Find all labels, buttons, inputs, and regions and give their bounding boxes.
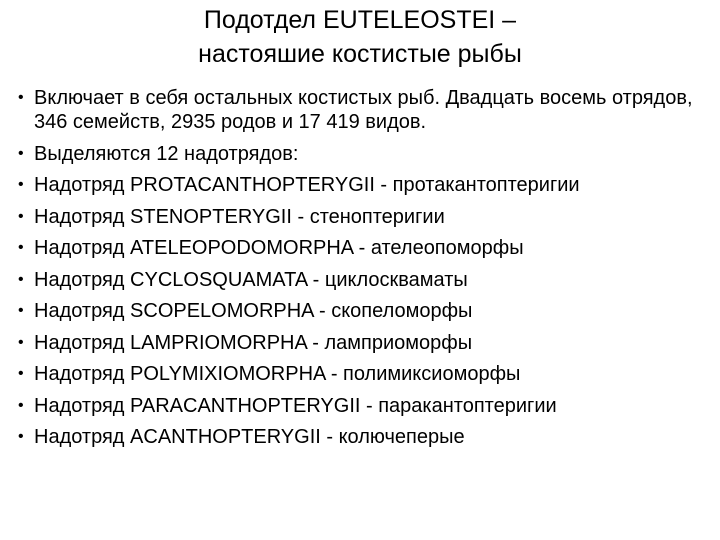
bullet-dot-icon: • — [18, 89, 24, 106]
bullet-text: Надотряд CYCLOSQUAMATA - циклоскваматы — [34, 268, 468, 291]
bullet-text: Надотряд PROTACANTHOPTERYGII - протакантоптеригии — [34, 174, 580, 196]
bullet-text: Выделяются 12 надотрядов: — [34, 142, 299, 165]
bullet-dot-icon: • — [18, 270, 24, 288]
bullet-dot-icon: • — [18, 176, 24, 193]
bullet-item — [18, 173, 708, 197]
bullet-item — [18, 331, 708, 355]
bullet-text: Надотряд PARACANTHOPTERYGII - паракантоптеригии — [34, 394, 557, 417]
bullet-dot-icon: • — [18, 207, 24, 225]
bullet-item — [18, 394, 708, 418]
bullet-list — [18, 86, 708, 457]
slide-title-line-1: Подотдел EUTELEOSTEI – — [203, 6, 517, 34]
bullet-text: Надотряд POLYMIXIOMORPHA - полимиксиоморфы — [34, 363, 521, 385]
bullet-dot-icon: • — [18, 428, 24, 445]
bullet-text: Надотряд SCOPELOMORPHA - скопеломорфы — [34, 300, 473, 322]
slide-title-line-2: настояшие костистые рыбы — [198, 40, 522, 68]
bullet-dot-icon: • — [18, 302, 24, 319]
bullet-dot-icon: • — [18, 365, 24, 382]
bullet-dot-icon: • — [18, 239, 24, 256]
bullet-text: Включает в себя остальных костистых рыб. Двадцать восемь отрядов, 346 семейств, 2935 родов и 17 419 видов. — [34, 87, 693, 133]
bullet-dot-icon: • — [18, 333, 24, 351]
bullet-text: Надотряд ACANTHOPTERYGII - колючеперые — [34, 426, 465, 448]
bullet-item — [18, 205, 708, 229]
bullet-item — [18, 142, 708, 166]
bullet-dot-icon: • — [18, 144, 24, 162]
bullet-item — [18, 236, 708, 260]
bullet-dot-icon: • — [18, 396, 24, 414]
bullet-item — [18, 425, 708, 449]
bullet-item — [18, 86, 708, 134]
bullet-text: Надотряд LAMPRIOMORPHA - ламприоморфы — [34, 331, 473, 354]
bullet-text: Надотряд ATELEOPODOMORPHA - ателеопоморфы — [34, 237, 524, 259]
bullet-item — [18, 362, 708, 386]
bullet-text: Надотряд STENOPTERYGII - стеноптеригии — [34, 205, 445, 228]
bullet-item — [18, 299, 708, 323]
bullet-item — [18, 268, 708, 292]
slide-title — [0, 3, 720, 71]
